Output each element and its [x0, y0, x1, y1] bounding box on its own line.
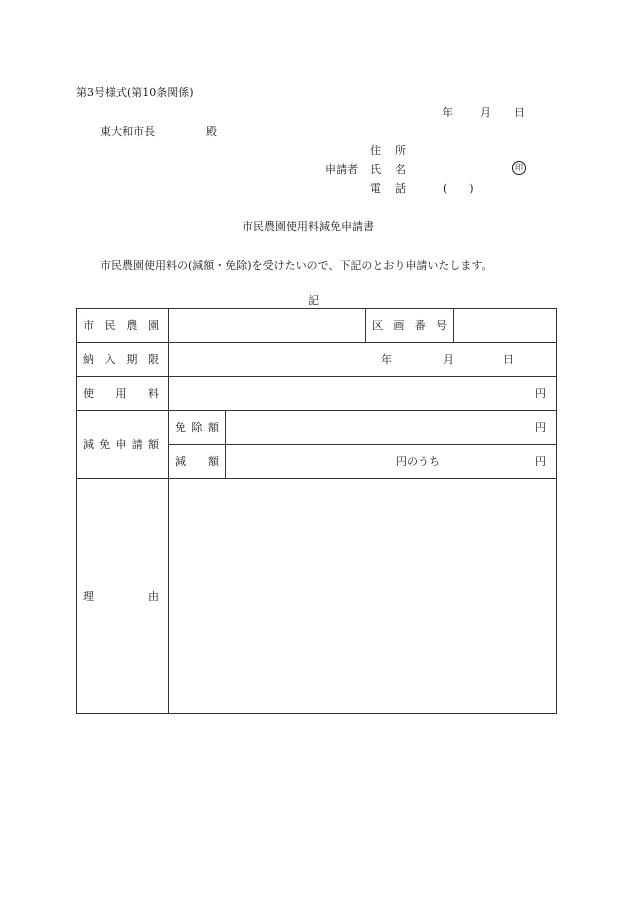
garden-char: 市 [83, 319, 94, 332]
phone-label-1: 電 [370, 182, 381, 195]
exemption-value-cell[interactable] [226, 411, 557, 445]
plot-number-char: 区 [372, 319, 383, 332]
name-label-1: 氏 [370, 163, 381, 176]
due-label-cell [77, 343, 169, 377]
applicant-title: 申請者 [325, 163, 358, 176]
reduction-request-char: 免 [99, 438, 111, 451]
reason-char: 由 [148, 589, 159, 603]
exemption-char: 除 [191, 421, 203, 434]
fee-unit: 円 [535, 387, 546, 400]
plot-number-label-cell [366, 309, 454, 343]
plot-number-value-cell[interactable] [454, 309, 557, 343]
plot-number-char: 号 [435, 319, 447, 332]
garden-label-cell [77, 309, 169, 343]
reduction-request-char: 申 [115, 438, 127, 451]
application-table [76, 308, 557, 714]
reduction-request-char: 額 [148, 438, 159, 451]
seal-mark-text: 印 [512, 161, 526, 175]
fee-value-cell[interactable] [169, 377, 557, 411]
document-body: 市民農園使用料の(減額・免除)を受けたいので、下記のとおり申請いたします。 [100, 259, 493, 272]
addressee: 東大和市長 [100, 125, 155, 138]
seal-mark [512, 160, 526, 175]
exemption-char: 額 [208, 421, 219, 434]
address-label-1: 住 [370, 144, 381, 157]
reason-char: 理 [83, 589, 94, 603]
reduction-label-cell [169, 445, 226, 479]
date-month-label: 月 [480, 106, 491, 119]
name-label-2: 名 [395, 163, 406, 176]
due-month-label: 月 [443, 353, 454, 366]
address-label-2: 所 [395, 144, 406, 157]
phone-label-2: 話 [395, 182, 406, 195]
document-title: 市民農園使用料減免申請書 [242, 220, 374, 233]
honorific: 殿 [206, 125, 217, 138]
reduction-unit: 円 [535, 455, 546, 468]
due-day-label: 日 [503, 353, 514, 366]
fee-label-cell [77, 377, 169, 411]
reason-value-cell[interactable] [169, 479, 557, 714]
fee-char: 料 [148, 387, 159, 400]
reduction-value-cell[interactable] [226, 445, 557, 479]
garden-char: 民 [104, 319, 116, 332]
garden-char: 農 [126, 319, 138, 332]
due-char: 期 [126, 353, 138, 366]
form-number: 第3号様式(第10条関係) [76, 86, 194, 99]
due-char: 納 [83, 353, 94, 366]
exemption-unit: 円 [535, 421, 546, 434]
exemption-char: 免 [175, 421, 186, 434]
due-char: 入 [104, 353, 116, 366]
garden-value-cell[interactable] [169, 309, 366, 343]
plot-number-char: 番 [414, 319, 426, 332]
reduction-char: 額 [208, 455, 219, 468]
date-year-label: 年 [442, 106, 453, 119]
reason-label-cell [77, 479, 169, 714]
fee-char: 使 [83, 387, 94, 400]
garden-char: 園 [147, 319, 159, 332]
reduction-request-label-cell [77, 411, 169, 479]
due-year-label: 年 [381, 353, 392, 366]
reduction-char: 減 [175, 455, 186, 468]
phone-paren: ( ) [443, 182, 474, 195]
date-day-label: 日 [514, 106, 525, 119]
reduction-request-char: 減 [83, 438, 94, 451]
due-char: 限 [147, 353, 159, 366]
fee-char: 用 [115, 387, 127, 400]
reduction-request-char: 請 [131, 438, 143, 451]
reduction-of-label: 円のうち [396, 455, 440, 468]
exemption-label-cell [169, 411, 226, 445]
plot-number-char: 画 [393, 319, 405, 332]
due-value-cell[interactable] [169, 343, 557, 377]
ki-label: 記 [308, 294, 319, 307]
